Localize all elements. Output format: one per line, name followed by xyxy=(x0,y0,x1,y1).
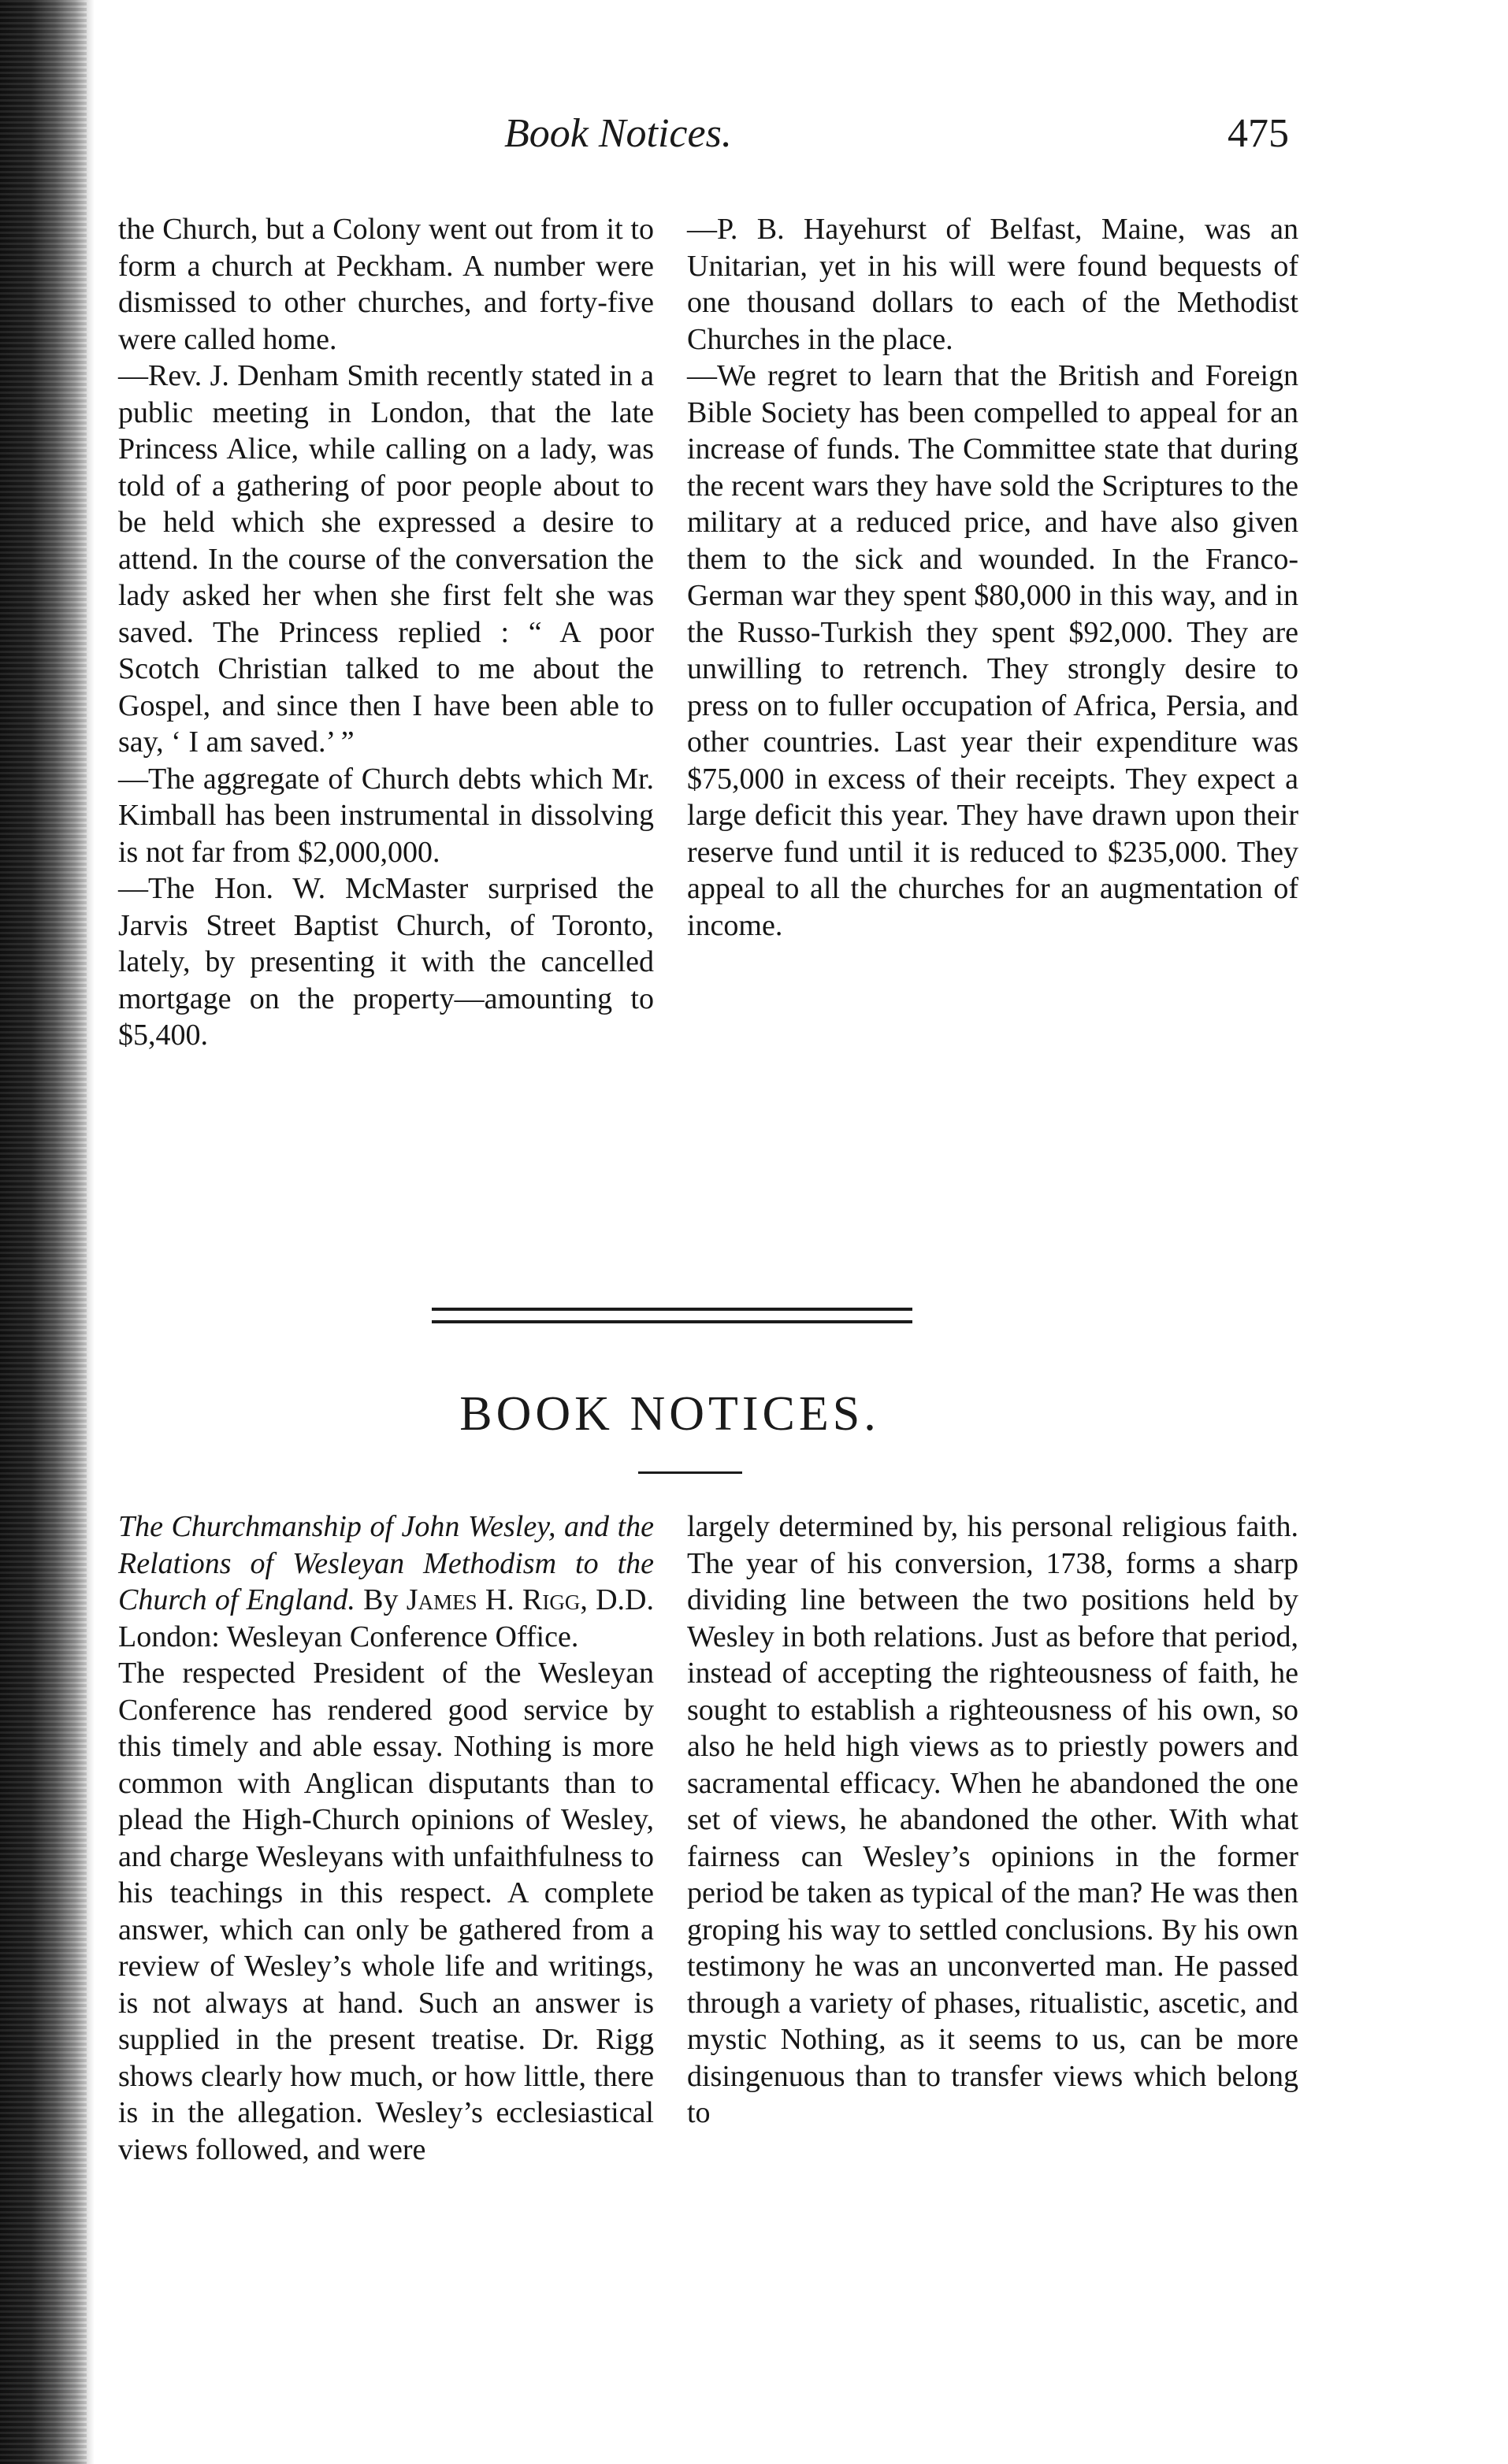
book-author: James H. Rigg, D.D. xyxy=(406,1583,654,1616)
news-item: —P. B. Hayehurst of Belfast, Maine, was an Unitarian, yet in his will were found bequests of one thousand dollars to each of the Methodist Churches in the place. xyxy=(687,213,1298,356)
news-item: —The Hon. W. McMaster surprised the Jarvis Street Baptist Church, of Toronto, lately, by presenting it with the cancelled mortgage on the property—amounting to $5,400. xyxy=(118,872,654,1052)
news-item: —We regret to learn that the British and Foreign Bible Society has been compelled to appeal for an increase of funds. The Committee state that during the recent wars they have sold the Scriptures to the military at a reduced price, and have also given them to the sick and wounded. In the Franco-German war they spent $80,000 in this way, and in the Russo-Turkish they spent $92,000. They are unwilling to retrench. They strongly desire to press on to fuller occupation of Africa, Persia, and other countries. Last year their expenditure was $75,000 in excess of their receipts. They expect a large deficit this year. They have drawn upon their reserve fund until it is reduced to $235,000. They appeal to all the churches for an augmentation of income. xyxy=(687,359,1298,942)
running-head: Book Notices. xyxy=(504,111,732,156)
news-item: the Church, but a Colony went out from it to form a church at Peckham. A number were dismissed to other churches, and forty-five were called home. xyxy=(118,213,654,356)
review-body-right: largely determined by, his personal religious faith. The year of his conversion, 1738, forms a sharp dividing line between the two positions held by Wesley in both relations. Just as before that period, instead of accepting the righteousness of faith, he sought to establish a righteousness of his own, so also he held high views as to priestly powers and sacramental efficacy. When he abandoned the one set of views, he abandoned the other. With what fairness can Wesley’s opinions in the former period be taken as typical of the man? He was then groping his way to settled conclusions. By his own testimony he was an unconverted man. He passed through a variety of phases, ritualistic, ascetic, and mystic Nothing, as it seems to us, can be more disingenuous than to transfer views which belong to xyxy=(687,1510,1298,2129)
book-by: By xyxy=(363,1583,399,1616)
short-rule xyxy=(638,1471,742,1474)
book-publisher: London: Wesleyan Conference Office. xyxy=(118,1620,579,1653)
binding-texture xyxy=(0,0,87,2464)
left-column-news xyxy=(118,211,654,1054)
news-item: —The aggregate of Church debts which Mr. Kimball has been instrumental in dissolving is not far from $2,000,000. xyxy=(118,762,654,869)
right-column-news xyxy=(687,211,1298,944)
review-body-left: The respected President of the Wesleyan Conference has rendered good service by this timely and able essay. Nothing is more common with Anglican disputants than to plead the High-Church opinions of Wesley, and charge Wesleyans with unfaithfulness to his teachings in this respect. A complete answer, which can only be gathered from a review of Wesley’s whole life and writings, is not always at hand. Such an answer is supplied in the present treatise. Dr. Rigg shows clearly how much, or how little, there is in the allegation. Wesley’s ecclesiastical views followed, and were xyxy=(118,1657,654,2166)
book-citation xyxy=(118,1508,654,1655)
double-rule-bottom xyxy=(432,1320,912,1323)
section-heading: BOOK NOTICES. xyxy=(459,1387,880,1441)
book-title: The Churchmanship of John Wesley, and the Relations of Wesleyan Methodism to the Church of England. xyxy=(118,1510,654,1616)
news-item: —Rev. J. Denham Smith recently stated in a public meeting in London, that the late Princess Alice, while calling on a lady, was told of a gathering of poor people about to be held which she expressed a desire to attend. In the course of the conversation the lady asked her when she first felt she was saved. The Princess replied : “ A poor Scotch Christian talked to me about the Gospel, and since then I have been able to say, ‘ I am saved.’ ” xyxy=(118,359,654,759)
book-notice-left-column xyxy=(118,1508,654,2168)
page-number: 475 xyxy=(1228,111,1289,156)
double-rule-top xyxy=(432,1308,912,1311)
book-notice-right-column xyxy=(687,1508,1298,2132)
